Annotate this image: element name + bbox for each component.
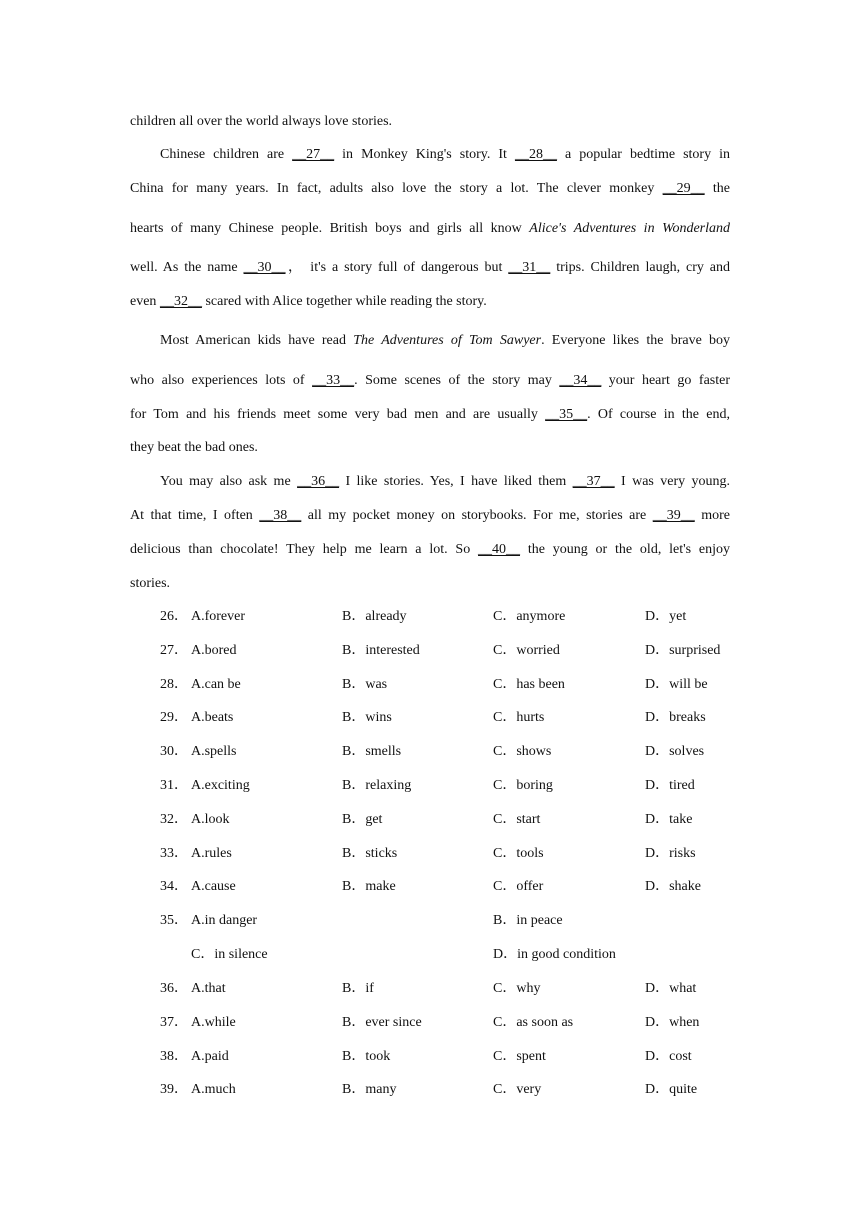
passage-line (130, 293, 730, 311)
question-number: 31． (160, 778, 188, 793)
option-b: B．was (342, 676, 388, 692)
option-a: A.forever (191, 609, 246, 624)
passage-text: Most American kids have read (160, 333, 354, 348)
option-d: D．tired (645, 778, 695, 793)
option-a: A.while (191, 1014, 236, 1030)
question-number: 32． (160, 811, 188, 827)
question-number: 29． (160, 710, 188, 726)
question-row (130, 1048, 730, 1066)
question-row (130, 709, 730, 727)
option-a: A.spells (191, 744, 237, 760)
passage-text: who also experiences lots of (130, 373, 313, 388)
option-c: C．as soon as (493, 1014, 574, 1030)
option-d: D．what (645, 981, 697, 996)
option-c: C．spent (493, 1048, 546, 1064)
option-b: B．ever since (342, 1014, 422, 1030)
option-a: A.can be (191, 676, 241, 692)
answer-blank: __33__ (312, 373, 355, 388)
answer-blank: __38__ (259, 508, 302, 523)
option-a: A.look (191, 811, 230, 827)
passage-text: the young or the old, let's enjoy (520, 542, 730, 557)
question-number: 39． (160, 1082, 188, 1098)
option-a: A.much (191, 1082, 236, 1098)
passage-text: delicious than chocolate! They help me learn a lot. So (130, 542, 479, 557)
option-c: C．anymore (493, 609, 566, 624)
option-a: A.that (191, 981, 226, 996)
passage-text: I was very young. (614, 474, 731, 489)
question-row (130, 912, 730, 930)
option-d: D．shake (645, 879, 701, 895)
passage-text: stories. (130, 576, 171, 591)
option-b: B．already (342, 609, 407, 624)
answer-blank: __37__ (572, 474, 615, 489)
answer-blank: __30__ (243, 260, 286, 275)
option-c: C．tools (493, 845, 544, 861)
option-c: C．has been (493, 676, 565, 692)
option-a: A.in danger (191, 913, 258, 928)
option-c: C．worried (493, 642, 560, 658)
book-title: Alice's Adventures in Wonderland (529, 221, 730, 236)
passage-text: for Tom and his friends meet some very bad men and are usually (130, 407, 546, 422)
passage-text: . Of course in the end, (587, 407, 730, 422)
option-b: B．in peace (493, 913, 563, 928)
passage-line (130, 220, 730, 238)
answer-blank: __34__ (559, 373, 602, 388)
passage-line (130, 473, 730, 491)
passage-text: the (704, 181, 730, 196)
answer-blank: __40__ (478, 542, 521, 557)
passage-line (130, 180, 730, 198)
question-row (130, 642, 730, 660)
option-d: D．quite (645, 1082, 698, 1098)
option-b: B．smells (342, 744, 402, 760)
option-b: B．make (342, 879, 396, 895)
passage-text: At that time, I often (130, 508, 260, 523)
passage-line (130, 113, 730, 131)
option-d: D．will be (645, 676, 708, 692)
answer-blank: __27__ (292, 147, 335, 162)
option-d: D．surprised (645, 642, 721, 658)
option-c: C．start (493, 811, 541, 827)
option-d: D．cost (645, 1048, 692, 1064)
answer-blank: __31__ (508, 260, 551, 275)
option-a: A.exciting (191, 778, 250, 793)
option-c: C．in silence (191, 947, 268, 962)
question-row (130, 608, 730, 626)
option-c: C．why (493, 981, 541, 996)
passage-text: children all over the world always love stories. (130, 114, 393, 129)
answer-blank: __28__ (514, 147, 557, 162)
passage-line (130, 332, 730, 350)
passage-text: even (130, 294, 160, 309)
passage-text: your heart go faster (601, 373, 731, 388)
passage-text: hearts of many Chinese people. British boys and girls all know (130, 221, 530, 236)
passage-text: . Everyone likes the brave boy (541, 333, 731, 348)
option-a: A.cause (191, 879, 236, 895)
question-number: 37． (160, 1014, 188, 1030)
passage-line (130, 406, 730, 424)
question-row (130, 845, 730, 863)
option-c: C．hurts (493, 710, 545, 726)
passage-text: . Some scenes of the story may (354, 373, 560, 388)
question-row (130, 946, 730, 964)
passage-line (130, 259, 730, 277)
option-d: D．yet (645, 609, 687, 624)
passage-text: they beat the bad ones. (130, 440, 258, 455)
passage-text: a popular bedtime story in (556, 147, 731, 162)
book-title: The Adventures of Tom Sawyer (353, 333, 542, 348)
question-row (130, 878, 730, 896)
passage-line (130, 439, 730, 457)
option-b: B．interested (342, 642, 420, 658)
passage-text: in Monkey King's story. It (334, 147, 515, 162)
question-number: 34． (160, 879, 188, 895)
passage-text: more (694, 508, 730, 523)
option-d: D．breaks (645, 710, 706, 726)
option-c: C．very (493, 1082, 542, 1098)
passage-text: trips. Children laugh, cry and (550, 260, 731, 275)
answer-blank: __36__ (297, 474, 340, 489)
option-a: A.beats (191, 710, 234, 726)
question-number: 27． (160, 642, 188, 658)
passage-line (130, 146, 730, 164)
passage-line (130, 575, 730, 593)
option-b: B．sticks (342, 845, 398, 861)
question-number: 38． (160, 1048, 188, 1064)
passage-text: ， it's a story full of dangerous but (285, 260, 509, 275)
option-b: B．many (342, 1082, 397, 1098)
answer-blank: __35__ (545, 407, 588, 422)
option-b: B．if (342, 981, 374, 996)
passage-text: well. As the name (130, 260, 244, 275)
answer-blank: __29__ (662, 181, 705, 196)
passage-line (130, 507, 730, 525)
question-row (130, 743, 730, 761)
question-number: 30． (160, 744, 188, 760)
question-row (130, 777, 730, 795)
passage-text: all my pocket money on storybooks. For me, stories are (301, 508, 653, 523)
answer-blank: __39__ (652, 508, 695, 523)
question-row (130, 1081, 730, 1099)
passage-text: You may also ask me (160, 474, 298, 489)
option-b: B．relaxing (342, 778, 412, 793)
option-a: A.paid (191, 1048, 229, 1064)
option-d: D．in good condition (493, 947, 616, 962)
option-c: C．boring (493, 778, 553, 793)
answer-blank: __32__ (159, 294, 202, 309)
option-b: B．wins (342, 710, 392, 726)
question-number: 36． (160, 981, 188, 996)
question-row (130, 676, 730, 694)
passage-text: scared with Alice together while reading the story. (201, 294, 487, 309)
question-row (130, 980, 730, 998)
option-c: C．offer (493, 879, 544, 895)
option-d: D．risks (645, 845, 696, 861)
passage-text: I like stories. Yes, I have liked them (339, 474, 573, 489)
passage-text: Chinese children are (160, 147, 293, 162)
question-row (130, 811, 730, 829)
option-d: D．take (645, 811, 693, 827)
question-number: 35． (160, 913, 188, 928)
passage-line (130, 541, 730, 559)
question-number: 26． (160, 609, 188, 624)
question-number: 33． (160, 845, 188, 861)
option-c: C．shows (493, 744, 552, 760)
option-b: B．get (342, 811, 383, 827)
option-d: D．solves (645, 744, 705, 760)
question-row (130, 1014, 730, 1032)
option-a: A.bored (191, 642, 237, 658)
option-b: B．took (342, 1048, 391, 1064)
passage-line (130, 372, 730, 390)
passage-text: China for many years. In fact, adults also love the story a lot. The clever monkey (130, 181, 663, 196)
option-d: D．when (645, 1014, 700, 1030)
option-a: A.rules (191, 845, 232, 861)
question-number: 28． (160, 676, 188, 692)
